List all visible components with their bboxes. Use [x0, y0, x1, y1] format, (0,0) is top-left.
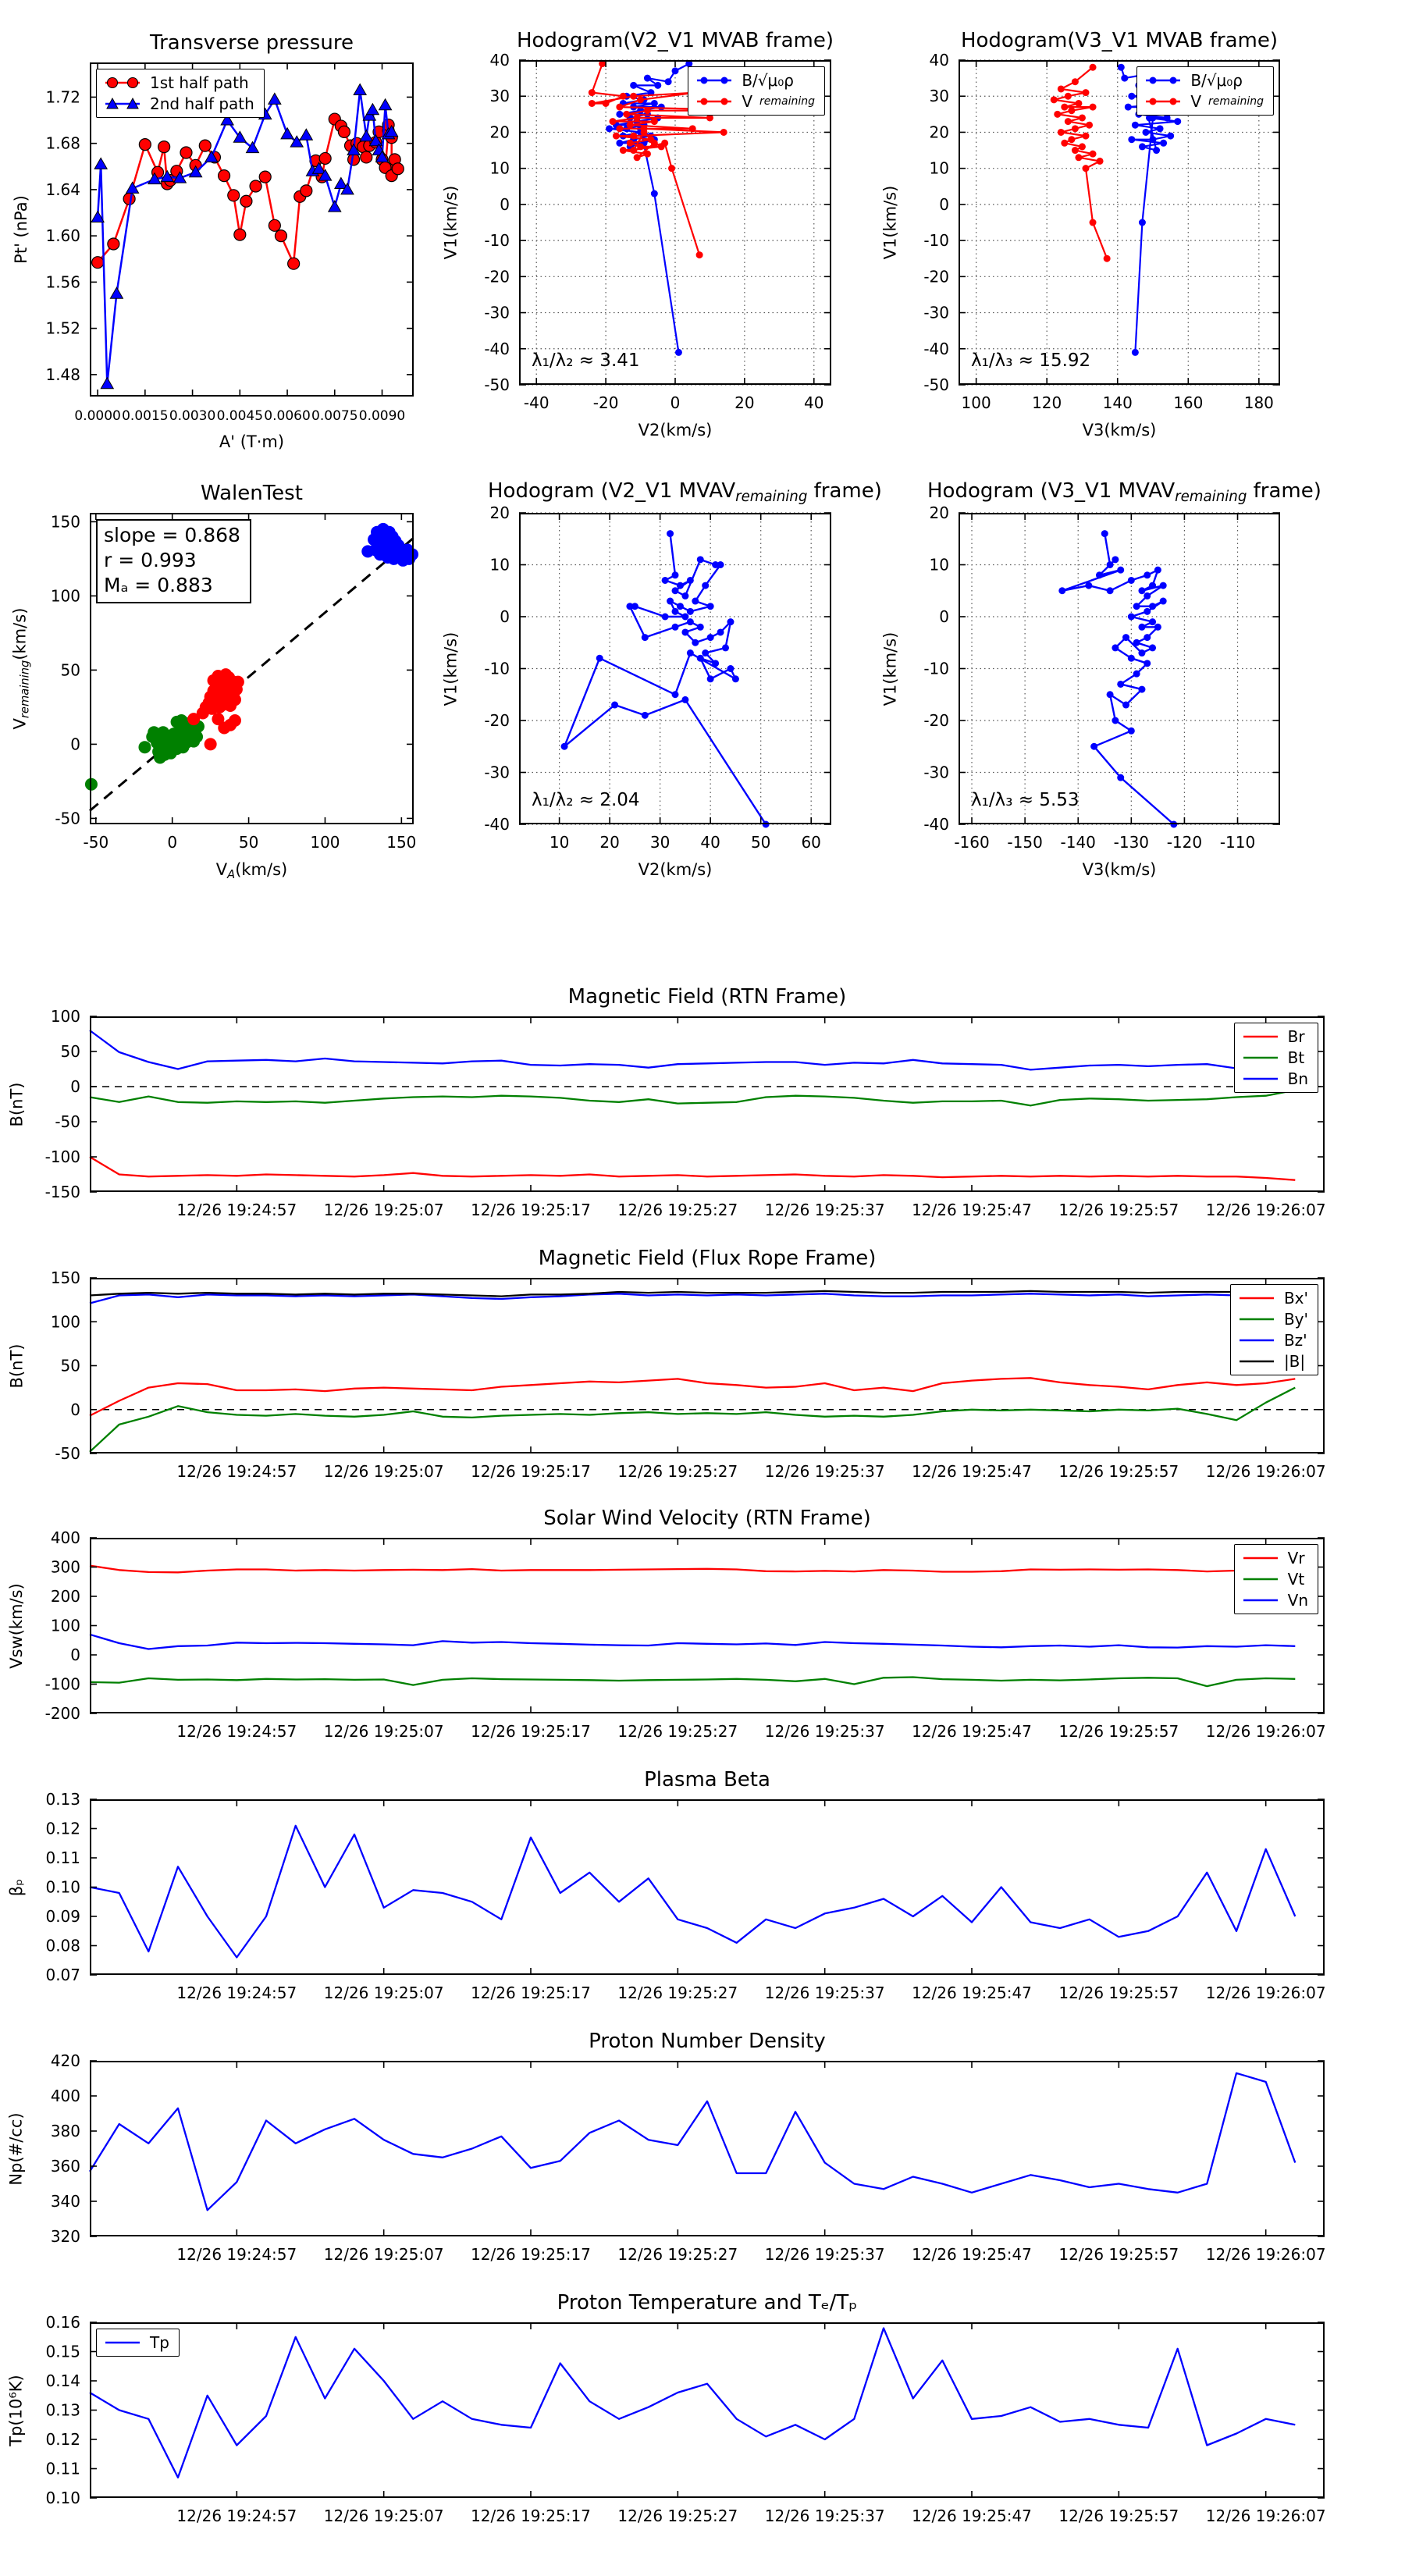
magnetic-field-rtn-canvas [44, 1007, 1326, 1219]
x-axis-label: V2(km/s) [638, 860, 713, 879]
svg-text:0: 0 [70, 735, 80, 754]
legend-sample-line [1236, 1311, 1277, 1327]
legend [1234, 1544, 1318, 1614]
svg-text:0: 0 [70, 1077, 80, 1096]
svg-text:12/26 19:25:07: 12/26 19:25:07 [323, 1201, 444, 1219]
y-axis-label: V1(km/s) [441, 185, 460, 260]
legend-item-label: Bt [1287, 1048, 1305, 1067]
svg-text:12/26 19:25:57: 12/26 19:25:57 [1058, 2245, 1179, 2264]
svg-text:-20: -20 [592, 393, 619, 412]
svg-text:0: 0 [939, 607, 949, 626]
legend-item [1240, 1048, 1308, 1068]
legend-item-label: Tp [150, 2333, 169, 2352]
x-axis-label: A' (T·m) [219, 432, 285, 451]
svg-text:-20: -20 [484, 267, 510, 286]
y-axis-label: Np(#/cc) [7, 2112, 26, 2186]
plot-title: Hodogram (V3_V1 MVAVremaining frame) [927, 479, 1321, 505]
legend-item [694, 91, 815, 112]
svg-text:100: 100 [310, 833, 340, 852]
legend-sample-line [1240, 1050, 1281, 1066]
legend-sample-line [1240, 1550, 1281, 1566]
svg-text:-30: -30 [923, 303, 949, 322]
svg-text:12/26 19:24:57: 12/26 19:24:57 [176, 1201, 297, 1219]
legend-item-label: B/√μ₀ρ [1190, 71, 1243, 90]
legend-item [694, 70, 815, 91]
svg-text:10: 10 [489, 158, 510, 178]
svg-text:0: 0 [500, 607, 510, 626]
svg-text:0.13: 0.13 [45, 1790, 80, 1809]
legend [1234, 1023, 1318, 1093]
svg-text:160: 160 [1173, 393, 1204, 412]
legend-sample-line [1240, 1592, 1281, 1608]
svg-text:0: 0 [70, 1400, 80, 1419]
legend-sample-circle [102, 75, 143, 91]
eigenvalue-ratio-annotation: λ₁/λ₃ ≈ 5.53 [971, 790, 1080, 810]
svg-text:0.09: 0.09 [45, 1907, 80, 1926]
legend-item-label: Bx' [1283, 1289, 1308, 1308]
svg-text:20: 20 [929, 123, 949, 142]
legend-sample-line [1236, 1354, 1277, 1369]
plot-title: Magnetic Field (Flux Rope Frame) [538, 1247, 877, 1270]
legend-item [1240, 1569, 1308, 1589]
legend [96, 2329, 180, 2357]
svg-text:100: 100 [50, 586, 80, 606]
svg-text:100: 100 [50, 1312, 80, 1332]
plot-walen-test [10, 482, 417, 882]
plasma-beta-canvas [45, 1790, 1326, 2002]
legend-sample-dot [1143, 73, 1183, 88]
svg-text:12/26 19:25:37: 12/26 19:25:37 [764, 1201, 885, 1219]
legend-item [1236, 1309, 1308, 1329]
svg-text:40: 40 [804, 393, 824, 412]
svg-text:40: 40 [929, 51, 949, 69]
svg-text:12/26 19:24:57: 12/26 19:24:57 [176, 1722, 297, 1741]
svg-text:150: 150 [50, 512, 80, 532]
legend-item [102, 94, 254, 114]
svg-text:1.60: 1.60 [45, 226, 80, 246]
svg-text:-40: -40 [484, 815, 510, 834]
proton-temperature-canvas [45, 2313, 1326, 2525]
svg-text:12/26 19:26:07: 12/26 19:26:07 [1205, 1984, 1326, 2002]
svg-text:-10: -10 [484, 659, 510, 678]
legend-sample-dot [694, 94, 735, 109]
svg-text:0.16: 0.16 [45, 2313, 80, 2332]
legend-item-label: B/√μ₀ρ [742, 71, 794, 90]
legend-item [1240, 1026, 1308, 1047]
y-axis-label: B(nT) [7, 1082, 26, 1126]
legend [688, 66, 825, 116]
svg-text:1.48: 1.48 [45, 365, 80, 384]
svg-text:60: 60 [801, 833, 821, 852]
svg-text:-10: -10 [923, 659, 949, 678]
svg-text:120: 120 [1032, 393, 1062, 412]
svg-text:0: 0 [70, 1646, 80, 1664]
svg-text:50: 50 [750, 833, 771, 852]
plot-proton-temperature [7, 2291, 1326, 2525]
legend-item-label: 2nd half path [150, 94, 254, 113]
svg-text:12/26 19:25:37: 12/26 19:25:37 [764, 1462, 885, 1481]
hodogram-v3v1-mvav-canvas [923, 503, 1280, 852]
svg-text:-30: -30 [923, 763, 949, 782]
svg-text:-10: -10 [484, 231, 510, 251]
legend-item-label: Br [1287, 1027, 1305, 1046]
plot-hodogram-v2v1-mvav [441, 479, 882, 879]
fit-stats-box [96, 519, 251, 603]
svg-text:0.12: 0.12 [45, 2430, 80, 2449]
svg-text:-50: -50 [83, 833, 109, 852]
legend-item [1240, 1548, 1308, 1568]
svg-text:0.0045: 0.0045 [216, 408, 264, 424]
legend-item-label: |B| [1283, 1352, 1306, 1371]
svg-text:12/26 19:26:07: 12/26 19:26:07 [1205, 2507, 1326, 2525]
svg-text:12/26 19:25:17: 12/26 19:25:17 [471, 1722, 591, 1741]
legend-item-label-sub: remaining [1208, 95, 1264, 108]
svg-text:50: 50 [60, 1042, 80, 1061]
svg-text:200: 200 [50, 1587, 80, 1606]
hodogram-v2v1-mvav-canvas [484, 503, 831, 852]
svg-text:12/26 19:25:47: 12/26 19:25:47 [912, 2507, 1032, 2525]
svg-text:1.56: 1.56 [45, 272, 80, 292]
svg-text:-20: -20 [923, 267, 949, 286]
y-axis-label: V1(km/s) [880, 632, 899, 706]
legend-item-label: By' [1283, 1310, 1308, 1329]
svg-text:12/26 19:25:57: 12/26 19:25:57 [1058, 1462, 1179, 1481]
proton-density-canvas [50, 2051, 1326, 2264]
svg-text:12/26 19:25:47: 12/26 19:25:47 [912, 2245, 1032, 2264]
svg-text:0.11: 0.11 [45, 1848, 80, 1867]
y-axis-label: V1(km/s) [441, 632, 460, 706]
svg-text:0.13: 0.13 [45, 2400, 80, 2420]
svg-text:12/26 19:24:57: 12/26 19:24:57 [176, 2245, 297, 2264]
svg-text:0.0000: 0.0000 [74, 408, 121, 424]
legend-item [102, 73, 254, 93]
svg-text:0.11: 0.11 [45, 2459, 80, 2478]
svg-text:400: 400 [50, 1528, 80, 1547]
y-axis-label: Pt' (nPa) [12, 195, 31, 264]
svg-text:-50: -50 [923, 375, 949, 394]
svg-text:-120: -120 [1166, 833, 1203, 852]
svg-text:12/26 19:26:07: 12/26 19:26:07 [1205, 1722, 1326, 1741]
svg-text:10: 10 [549, 833, 570, 852]
svg-text:12/26 19:25:17: 12/26 19:25:17 [471, 1984, 591, 2002]
svg-text:12/26 19:24:57: 12/26 19:24:57 [176, 1984, 297, 2002]
svg-text:-140: -140 [1060, 833, 1096, 852]
svg-text:0.10: 0.10 [45, 1877, 80, 1897]
svg-text:12/26 19:25:57: 12/26 19:25:57 [1058, 1201, 1179, 1219]
plot-hodogram-v3v1-mvav [880, 479, 1321, 879]
solar-wind-velocity-canvas [44, 1528, 1326, 1741]
legend-item [1236, 1351, 1308, 1372]
svg-text:0.0060: 0.0060 [264, 408, 311, 424]
svg-text:-50: -50 [55, 809, 80, 828]
svg-text:12/26 19:25:57: 12/26 19:25:57 [1058, 1722, 1179, 1741]
svg-text:340: 340 [50, 2192, 80, 2211]
svg-text:-20: -20 [923, 711, 949, 730]
svg-text:50: 50 [238, 833, 259, 852]
y-axis-label: Vremaining(km/s) [10, 607, 32, 730]
svg-text:12/26 19:26:07: 12/26 19:26:07 [1205, 1462, 1326, 1481]
y-axis-label: βₚ [7, 1878, 26, 1896]
legend-sample-dot [1143, 94, 1183, 109]
plot-title: Solar Wind Velocity (RTN Frame) [543, 1507, 871, 1530]
x-axis-label: V3(km/s) [1082, 421, 1157, 439]
legend-item [102, 2332, 169, 2353]
legend-sample-line [1240, 1029, 1281, 1044]
plot-proton-density [7, 2030, 1326, 2264]
eigenvalue-ratio-annotation: λ₁/λ₂ ≈ 2.04 [532, 790, 640, 810]
legend-item-label-sub: remaining [759, 95, 815, 108]
svg-text:360: 360 [50, 2157, 80, 2176]
svg-text:12/26 19:25:57: 12/26 19:25:57 [1058, 2507, 1179, 2525]
svg-text:1.64: 1.64 [45, 180, 80, 199]
svg-text:12/26 19:25:07: 12/26 19:25:07 [323, 1722, 444, 1741]
svg-text:0: 0 [939, 194, 949, 214]
svg-text:-40: -40 [484, 339, 510, 358]
svg-text:320: 320 [50, 2227, 80, 2246]
svg-text:10: 10 [929, 158, 949, 178]
x-axis-label: V2(km/s) [638, 421, 713, 439]
svg-text:420: 420 [50, 2051, 80, 2070]
svg-text:0: 0 [500, 194, 510, 214]
svg-text:400: 400 [50, 2087, 80, 2105]
svg-text:0.0075: 0.0075 [311, 408, 358, 424]
svg-text:30: 30 [929, 87, 949, 106]
svg-text:-10: -10 [923, 231, 949, 251]
svg-text:0.07: 0.07 [45, 1966, 80, 1984]
svg-text:12/26 19:25:47: 12/26 19:25:47 [912, 1201, 1032, 1219]
svg-text:-130: -130 [1113, 833, 1150, 852]
plot-title: Magnetic Field (RTN Frame) [567, 985, 847, 1009]
svg-text:-100: -100 [44, 1147, 80, 1166]
svg-text:12/26 19:25:37: 12/26 19:25:37 [764, 2507, 885, 2525]
plot-title: Plasma Beta [644, 1768, 770, 1791]
svg-text:-100: -100 [44, 1674, 80, 1694]
svg-text:150: 150 [50, 1268, 80, 1287]
fit-correlation: r = 0.993 [104, 549, 197, 571]
svg-text:12/26 19:24:57: 12/26 19:24:57 [176, 1462, 297, 1481]
magnetic-field-fluxrope-canvas [50, 1268, 1326, 1481]
svg-text:100: 100 [50, 1616, 80, 1635]
svg-text:0.08: 0.08 [45, 1936, 80, 1955]
legend-item-label: V [742, 92, 752, 111]
svg-text:12/26 19:25:17: 12/26 19:25:17 [471, 1201, 591, 1219]
svg-text:-30: -30 [484, 303, 510, 322]
svg-text:0.12: 0.12 [45, 1819, 80, 1838]
svg-text:-160: -160 [954, 833, 990, 852]
svg-text:180: 180 [1243, 393, 1274, 412]
legend-item-label: Vt [1287, 1570, 1305, 1589]
svg-text:12/26 19:25:37: 12/26 19:25:37 [764, 1984, 885, 2002]
plot-hodogram-v2v1-mvab [441, 29, 834, 439]
svg-text:30: 30 [649, 833, 670, 852]
plot-title: Hodogram(V3_V1 MVAB frame) [960, 29, 1279, 52]
legend-item [1240, 1590, 1308, 1610]
svg-text:12/26 19:26:07: 12/26 19:26:07 [1205, 1201, 1326, 1219]
legend-sample-line [102, 2335, 143, 2350]
legend-item-label: Vr [1287, 1549, 1305, 1567]
plot-magnetic-field-rtn [7, 985, 1326, 1219]
svg-text:12/26 19:25:27: 12/26 19:25:27 [617, 1722, 738, 1741]
svg-text:12/26 19:25:17: 12/26 19:25:17 [471, 2245, 591, 2264]
y-axis-label: Vsw(km/s) [7, 1582, 27, 1669]
y-axis-label: Tp(10⁶K) [7, 2374, 26, 2446]
x-axis-label: V3(km/s) [1082, 860, 1157, 879]
svg-text:20: 20 [489, 123, 510, 142]
svg-text:-200: -200 [44, 1704, 80, 1723]
legend-item [1240, 1069, 1308, 1089]
svg-text:20: 20 [599, 833, 620, 852]
plot-title: Transverse pressure [150, 31, 354, 55]
svg-text:-150: -150 [44, 1183, 80, 1201]
svg-text:20: 20 [735, 393, 755, 412]
svg-text:10: 10 [489, 555, 510, 575]
legend-sample-line [1240, 1571, 1281, 1587]
plot-title: Hodogram (V2_V1 MVAVremaining frame) [488, 479, 882, 505]
svg-text:12/26 19:25:47: 12/26 19:25:47 [912, 1722, 1032, 1741]
svg-text:50: 50 [60, 1356, 80, 1375]
svg-text:0.0030: 0.0030 [169, 408, 216, 424]
svg-text:12/26 19:25:17: 12/26 19:25:17 [471, 2507, 591, 2525]
svg-text:12/26 19:25:27: 12/26 19:25:27 [617, 2507, 738, 2525]
svg-text:-150: -150 [1007, 833, 1043, 852]
svg-text:-20: -20 [484, 711, 510, 730]
y-axis-label: V1(km/s) [880, 185, 899, 260]
eigenvalue-ratio-annotation: λ₁/λ₂ ≈ 3.41 [532, 350, 640, 371]
x-axis-label: VA(km/s) [215, 860, 288, 882]
legend-item [1236, 1330, 1308, 1350]
svg-text:140: 140 [1102, 393, 1133, 412]
plot-magnetic-field-fluxrope [7, 1247, 1326, 1481]
svg-text:12/26 19:25:27: 12/26 19:25:27 [617, 1984, 738, 2002]
svg-text:20: 20 [929, 503, 949, 522]
svg-text:100: 100 [961, 393, 991, 412]
legend-sample-line [1236, 1290, 1277, 1306]
plot-hodogram-v3v1-mvab [880, 29, 1280, 439]
plot-title: WalenTest [201, 482, 303, 505]
svg-text:12/26 19:25:57: 12/26 19:25:57 [1058, 1984, 1179, 2002]
legend-sample-line [1236, 1332, 1277, 1348]
svg-text:12/26 19:25:27: 12/26 19:25:27 [617, 1201, 738, 1219]
svg-text:50: 50 [60, 660, 80, 680]
legend-sample-line [1240, 1071, 1281, 1087]
svg-text:0.14: 0.14 [45, 2371, 80, 2390]
fit-slope: slope = 0.868 [104, 524, 240, 546]
legend-item [1143, 91, 1264, 112]
legend-item-label: Bn [1287, 1069, 1308, 1088]
svg-text:-40: -40 [523, 393, 550, 412]
svg-text:-30: -30 [484, 763, 510, 782]
svg-text:300: 300 [50, 1557, 80, 1577]
svg-text:-50: -50 [55, 1112, 80, 1131]
svg-text:40: 40 [700, 833, 720, 852]
svg-text:1.72: 1.72 [45, 87, 80, 107]
svg-text:12/26 19:25:07: 12/26 19:25:07 [323, 2245, 444, 2264]
svg-text:20: 20 [489, 503, 510, 522]
plot-title: Hodogram(V2_V1 MVAB frame) [516, 29, 834, 52]
svg-text:0.10: 0.10 [45, 2489, 80, 2507]
legend-item [1143, 70, 1264, 91]
legend [1136, 66, 1274, 116]
svg-text:10: 10 [929, 555, 949, 575]
svg-text:0.15: 0.15 [45, 2342, 80, 2361]
svg-text:1.52: 1.52 [45, 318, 80, 338]
plot-solar-wind-velocity [7, 1507, 1326, 1741]
svg-text:30: 30 [489, 87, 510, 106]
svg-text:-50: -50 [484, 375, 510, 394]
svg-text:-110: -110 [1219, 833, 1256, 852]
y-axis-label: B(nT) [7, 1343, 26, 1388]
svg-text:12/26 19:25:07: 12/26 19:25:07 [323, 1984, 444, 2002]
svg-text:12/26 19:25:17: 12/26 19:25:17 [471, 1462, 591, 1481]
svg-text:12/26 19:25:37: 12/26 19:25:37 [764, 1722, 885, 1741]
legend [1230, 1284, 1318, 1375]
legend-item-label: 1st half path [150, 73, 249, 92]
legend-item-label: Bz' [1283, 1331, 1307, 1350]
svg-text:12/26 19:25:07: 12/26 19:25:07 [323, 2507, 444, 2525]
svg-text:-40: -40 [923, 339, 949, 358]
svg-text:0: 0 [670, 393, 681, 412]
fit-mach-number: Mₐ = 0.883 [104, 574, 213, 596]
svg-text:12/26 19:25:27: 12/26 19:25:27 [617, 2245, 738, 2264]
legend-sample-dot [694, 73, 735, 88]
eigenvalue-ratio-annotation: λ₁/λ₃ ≈ 15.92 [971, 350, 1091, 371]
svg-text:12/26 19:25:37: 12/26 19:25:37 [764, 2245, 885, 2264]
svg-text:0.0015: 0.0015 [122, 408, 169, 424]
svg-text:12/26 19:25:27: 12/26 19:25:27 [617, 1462, 738, 1481]
svg-text:12/26 19:26:07: 12/26 19:26:07 [1205, 2245, 1326, 2264]
legend-item [1236, 1288, 1308, 1308]
plot-plasma-beta [7, 1768, 1326, 2002]
legend-sample-triangle [102, 96, 143, 112]
plot-title: Proton Temperature and Tₑ/Tₚ [557, 2291, 858, 2314]
plot-title: Proton Number Density [589, 2030, 826, 2053]
svg-text:0: 0 [167, 833, 178, 852]
svg-text:150: 150 [386, 833, 417, 852]
legend [96, 69, 265, 118]
svg-text:12/26 19:25:07: 12/26 19:25:07 [323, 1462, 444, 1481]
svg-text:12/26 19:25:47: 12/26 19:25:47 [912, 1462, 1032, 1481]
svg-text:12/26 19:24:57: 12/26 19:24:57 [176, 2507, 297, 2525]
plot-transverse-pressure [12, 31, 414, 451]
svg-text:40: 40 [489, 51, 510, 69]
legend-item-label: Vn [1287, 1591, 1308, 1610]
svg-text:380: 380 [50, 2122, 80, 2140]
svg-text:0.0090: 0.0090 [358, 408, 406, 424]
svg-text:12/26 19:25:47: 12/26 19:25:47 [912, 1984, 1032, 2002]
legend-item-label: V [1190, 92, 1201, 111]
svg-text:1.68: 1.68 [45, 133, 80, 153]
svg-text:100: 100 [50, 1007, 80, 1026]
svg-text:-50: -50 [55, 1444, 80, 1463]
svg-text:-40: -40 [923, 815, 949, 834]
